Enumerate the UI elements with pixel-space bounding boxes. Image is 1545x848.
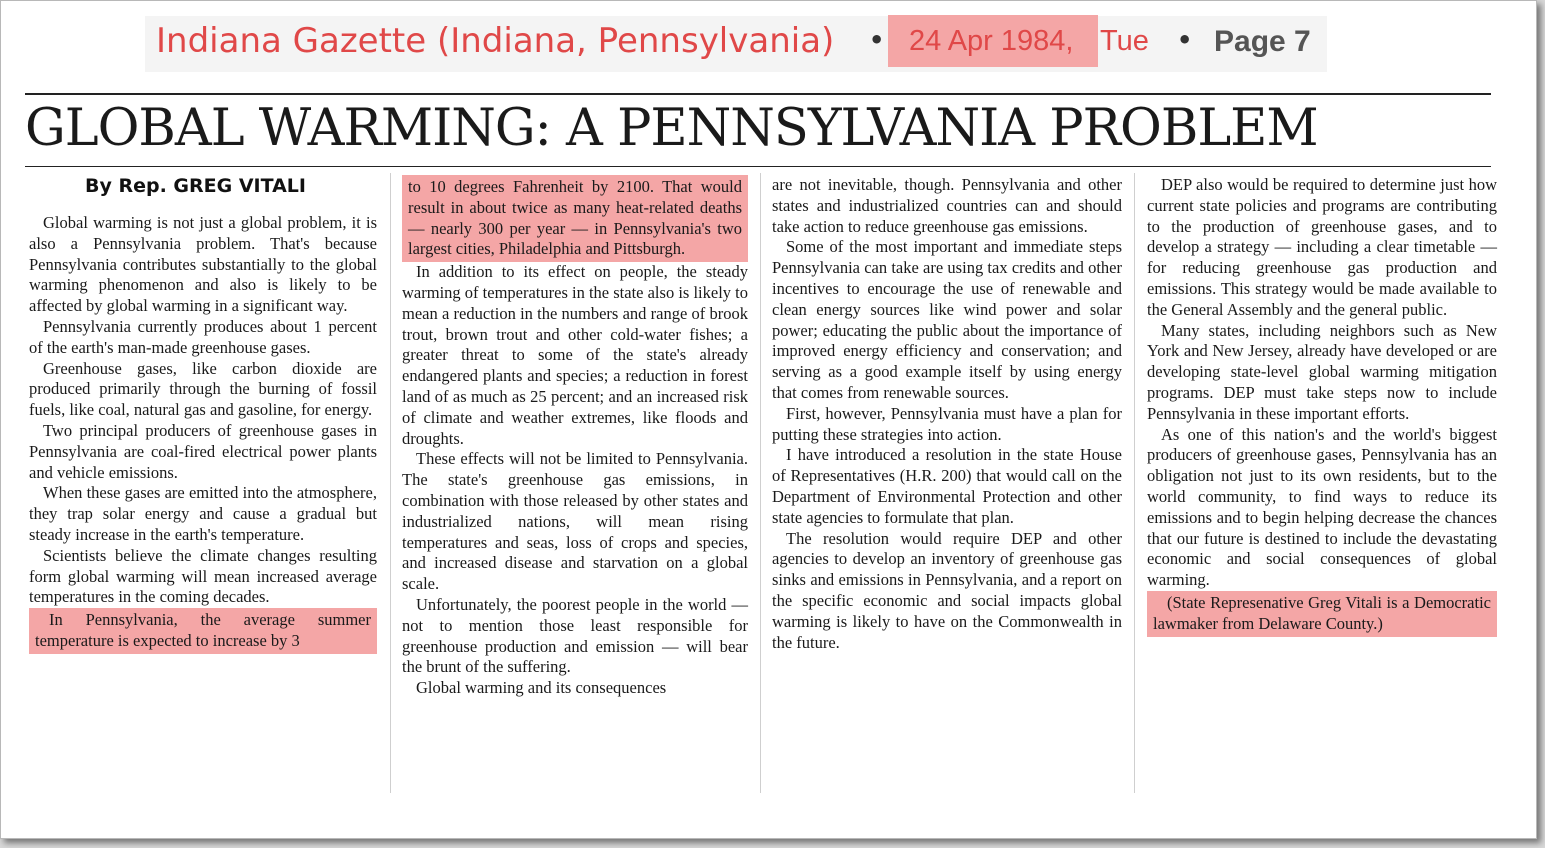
byline: By Rep. GREG VITALI [85, 175, 306, 197]
paragraph: Global warming is not just a global problem, it is also a Pennsylvania problem. That's because Pennsylvania contributes substantially to the global warming phenomenon and also is likely to be affected by global warming in a significant way. [29, 213, 377, 316]
paragraph: These effects will not be limited to Pennsylvania. The state's greenhouse gas emissions, in combination with those released by other states and industrialized nations, will mean rising temperatures and seas, loss of crops and species, and increased disease and starvation on a global scale. [402, 449, 748, 594]
column-divider [390, 173, 391, 793]
publication-day: Tue [1100, 25, 1149, 57]
paragraph: are not inevitable, though. Pennsylvania and other states and industrialized countries can and should take action to reduce greenhouse gas emissions. [772, 175, 1122, 236]
publication-date: 24 Apr 1984, [909, 25, 1074, 57]
article-column-4 [1147, 175, 1497, 637]
headline: GLOBAL WARMING: A PENNSYLVANIA PROBLEM [25, 99, 1318, 158]
article-column-1 [29, 213, 377, 654]
page-number: Page 7 [1214, 25, 1311, 58]
paragraph: The resolution would require DEP and other agencies to develop an inventory of greenhouse gas sinks and emissions in Pennsylvania, and a report on the specific economic and social impacts global warming is likely to have on the Commonwealth in the future. [772, 528, 1122, 652]
paragraph: I have introduced a resolution in the state House of Representatives (H.R. 200) that would call on the Department of Environmental Protection and other state agencies to formulate that plan. [772, 445, 1122, 527]
paragraph: First, however, Pennsylvania must have a plan for putting these strategies into action. [772, 403, 1122, 444]
column-divider [1134, 173, 1135, 793]
paragraph: Unfortunately, the poorest people in the world — not to mention those least responsible for greenhouse production and emission — will bear the brunt of the suffering. [402, 594, 748, 677]
paragraph: Greenhouse gases, like carbon dioxide are produced primarily through the burning of fossil fuels, like coal, natural gas and gasoline, for energy. [29, 358, 377, 420]
headline-top-rule [25, 93, 1491, 95]
paragraph: Pennsylvania currently produces about 1 percent of the earth's man-made greenhouse gases. [29, 316, 377, 357]
article-column-3 [772, 175, 1122, 653]
paragraph: As one of this nation's and the world's biggest producers of greenhouse gases, Pennsylvania has an obligation not just to its own residents, but to the world community, to find ways to reduce its emissions and to begin helping decrease the chances that our future is destined to include the devastating economic and social consequences of global warming. [1147, 424, 1497, 590]
separator-bullet: • [869, 26, 885, 54]
separator-bullet: • [1177, 26, 1193, 54]
column-divider [760, 173, 761, 793]
publication-name: Indiana Gazette (Indiana, Pennsylvania) [156, 21, 835, 61]
paragraph: Some of the most important and immediate steps Pennsylvania can take are using tax credits and other incentives to encourage the use of renewable and clean energy sources like wind power and solar power; educating the public about the importance of improved energy efficiency and conservation; and serving as a good example itself by using energy that comes from renewable sources. [772, 237, 1122, 402]
paragraph: Scientists believe the climate changes resulting form global warming will mean increased average temperatures in the coming decades. [29, 545, 377, 607]
highlighted-paragraph: to 10 degrees Fahrenheit by 2100. That would result in about twice as many heat-related deaths — nearly 300 per year — in Pennsylvania's two largest cities, Philadelphia and Pittsburgh. [402, 175, 748, 262]
paragraph: Two principal producers of greenhouse gases in Pennsylvania are coal-fired electrical power plants and vehicle emissions. [29, 420, 377, 482]
headline-bottom-rule [25, 166, 1491, 167]
paragraph: DEP also would be required to determine just how current state policies and programs are contributing to the production of greenhouse gases, and to develop a strategy — including a clear timetable — for reducing greenhouse gas production and emissions. This strategy would be made available to the General Assembly and the general public. [1147, 175, 1497, 319]
author-credit: (State Represenative Greg Vitali is a Democratic lawmaker from Delaware County.) [1147, 591, 1497, 637]
paragraph: In addition to its effect on people, the steady warming of temperatures in the state also is likely to mean a reduction in the numbers and range of brook trout, brown trout and other cold-water fishes; a greater threat to some of the state's already endangered plants and species; a reduction in forest land of as much as 25 percent; and an increased risk of climate and weather extremes, like floods and droughts. [402, 262, 748, 448]
paragraph: Many states, including neighbors such as New York and New Jersey, already have developed or are developing state-level global warming mitigation programs. DEP must take steps now to include Pennsylvania in these important efforts. [1147, 320, 1497, 423]
paragraph: When these gases are emitted into the atmosphere, they trap solar energy and cause a gradual but steady increase in the earth's temperature. [29, 483, 377, 544]
paragraph: Global warming and its consequences [416, 678, 667, 698]
article-column-2 [402, 175, 748, 699]
highlighted-paragraph: In Pennsylvania, the average summer temperature is expected to increase by 3 [29, 608, 377, 654]
